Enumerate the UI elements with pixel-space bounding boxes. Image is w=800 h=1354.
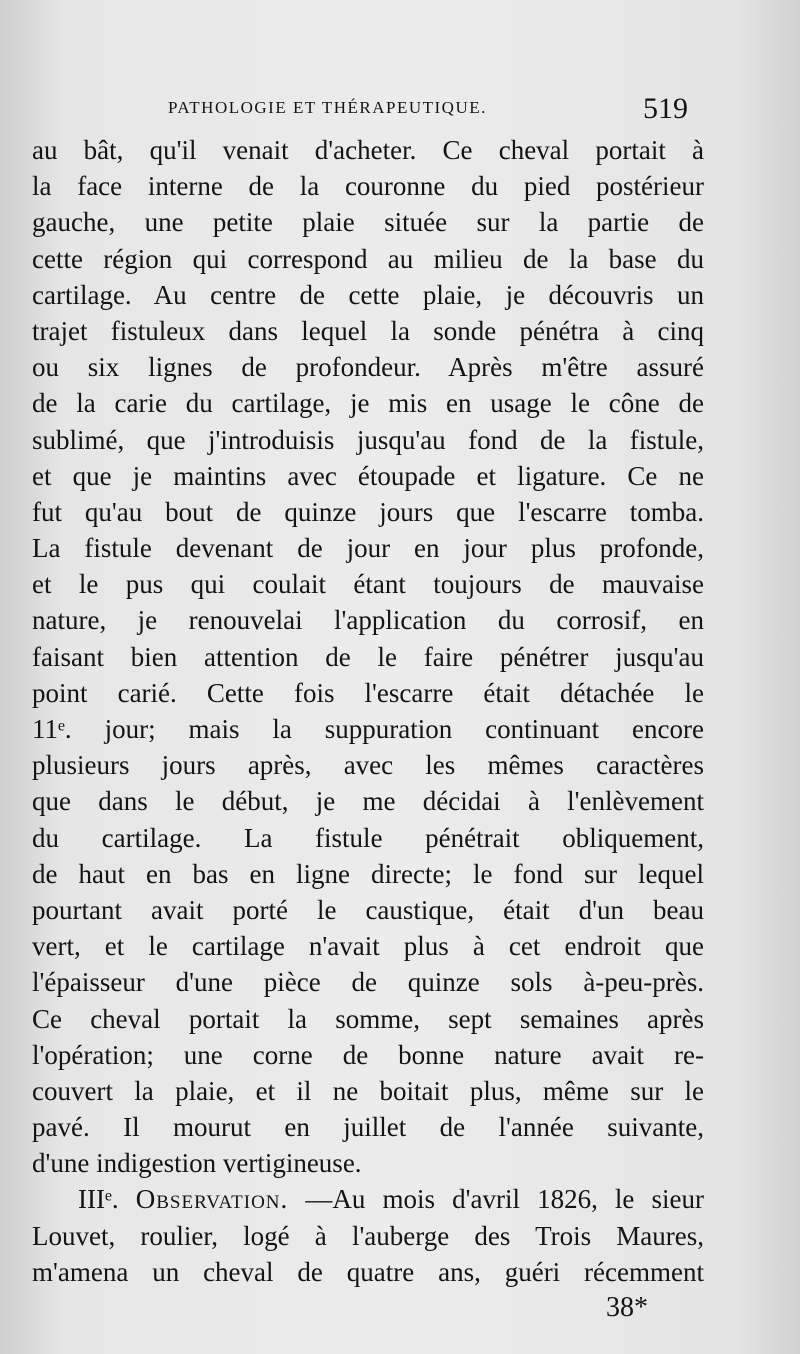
text-line: faisant bien attention de le faire pénétrer jusqu'au [32, 641, 704, 672]
text-line: et que je maintins avec étoupade et ligature. Ce ne [32, 460, 704, 491]
text-line: Ce cheval portait la somme, sept semaines après [32, 1003, 704, 1034]
text-line: m'amena un cheval de quatre ans, guéri récemment [32, 1256, 704, 1287]
body-text [32, 132, 704, 1290]
text-line: sublimé, que j'introduisis jusqu'au fond de la fistule, [32, 424, 704, 455]
text-line: Louvet, roulier, logé à l'auberge des Trois Maures, [32, 1220, 704, 1251]
text-line: que dans le début, je me décidai à l'enlèvement [32, 786, 704, 817]
text-line: d'une indigestion vertigineuse. [32, 1148, 362, 1179]
text-line: gauche, une petite plaie située sur la partie de [32, 207, 704, 238]
text-line: 11ᵉ. jour; mais la suppuration continuant encore [32, 714, 704, 744]
text-line: trajet fistuleux dans lequel la sonde pénétra à cinq [32, 315, 704, 346]
text-line: la face interne de la couronne du pied postérieur [32, 171, 704, 202]
text-line: au bât, qu'il venait d'acheter. Ce cheval portait à [32, 135, 704, 165]
running-head: PATHOLOGIE ET THÉRAPEUTIQUE. [168, 98, 487, 117]
text-line: couvert la plaie, et il ne boitait plus, même sur le [32, 1075, 704, 1106]
observation-heading: Observation. [135, 1184, 289, 1215]
text-line: La fistule devenant de jour en jour plus profonde, [32, 533, 704, 564]
text-line: et le pus qui coulait étant toujours de mauvaise [32, 569, 704, 600]
text-line: ou six lignes de profondeur. Après m'être assuré [32, 352, 704, 383]
text-line: point carié. Cette fois l'escarre était détachée le [32, 677, 704, 708]
observation-dash: — [305, 1184, 333, 1215]
text-line: cartilage. Au centre de cette plaie, je découvris un [32, 279, 704, 310]
text-line: plusieurs jours après, avec les mêmes caractères [32, 750, 704, 781]
text-line: nature, je renouvelai l'application du corrosif, en [32, 605, 704, 636]
text-line: cette région qui correspond au milieu de la base du [32, 243, 704, 274]
text-line: pavé. Il mourut en juillet de l'année suivante, [32, 1112, 704, 1143]
text-line: pourtant avait porté le caustique, était d'un beau [32, 894, 704, 925]
text-line: vert, et le cartilage n'avait plus à cet endroit que [32, 931, 704, 962]
text-line: l'épaisseur d'une pièce de quinze sols à-peu-près. [32, 967, 704, 998]
page-header [168, 92, 688, 126]
text-line: du cartilage. La fistule pénétrait obliquement, [32, 822, 704, 853]
observation-first-line-text: Au mois d'avril 1826, le sieur [332, 1184, 704, 1215]
text-line: de haut en bas en ligne directe; le fond sur lequel [32, 858, 704, 889]
page-number: 519 [643, 92, 688, 125]
text-line: de la carie du cartilage, je mis en usage le cône de [32, 388, 704, 419]
observation-number: IIIᵉ. [78, 1184, 119, 1215]
text-line: fut qu'au bout de quinze jours que l'escarre tomba. [32, 496, 704, 527]
text-line: l'opération; une corne de bonne nature avait re- [32, 1039, 704, 1070]
signature-mark: 38* [606, 1292, 648, 1323]
observation-heading-line [32, 1181, 704, 1217]
